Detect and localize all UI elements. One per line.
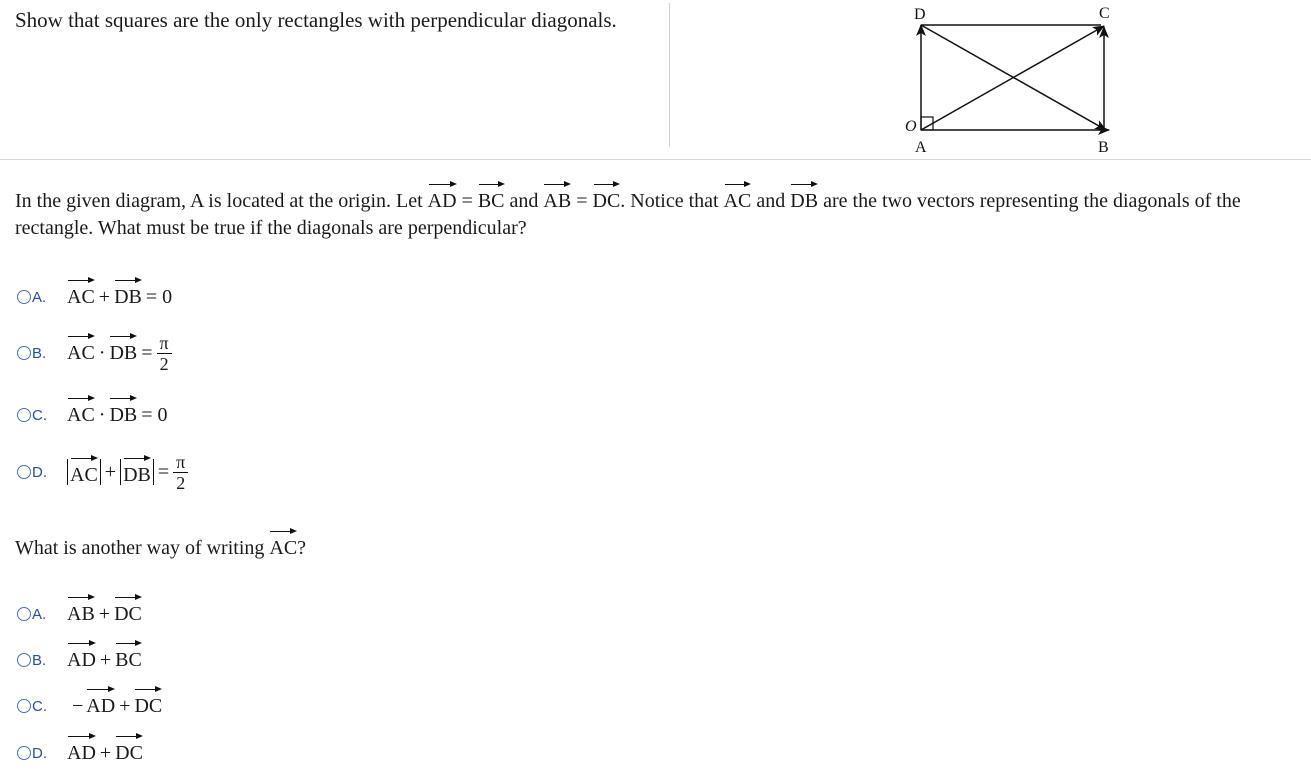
radio-button[interactable] [17, 408, 31, 422]
option-letter: C. [32, 406, 47, 424]
option-letter: A. [32, 605, 47, 623]
fraction: $\frac{\pi}{2}$ [157, 333, 172, 374]
label-b: B [1098, 139, 1109, 156]
rectangle-diagram [895, 0, 1125, 158]
radio-button[interactable] [17, 465, 31, 479]
vector-ab: AB [543, 190, 572, 212]
option-letter: D. [32, 463, 47, 481]
vector-bc: BC [477, 190, 505, 212]
label-c: C [1099, 5, 1110, 22]
radio-button[interactable] [17, 699, 31, 713]
option-expression: AC + DB = 0 [67, 285, 173, 308]
section-divider [0, 159, 1311, 160]
vector-ac: AC [269, 537, 298, 559]
vector-ac: AC [723, 190, 752, 212]
label-a: A [915, 139, 927, 156]
q2-option-b[interactable] [17, 645, 142, 675]
q1-option-d[interactable] [17, 451, 188, 493]
option-letter: B. [32, 651, 47, 669]
option-expression: AC · DB = $\frac{\pi}{2}$ [67, 333, 172, 374]
vector-ad: AD [427, 190, 457, 212]
q1-option-c[interactable] [17, 400, 172, 430]
problem-statement: Show that squares are the only rectangles with perpendicular diagonals. [15, 8, 617, 32]
question-1-text: In the given diagram, A is located at the origin. Let AD = BC and AB = DC. Notice that AC and DB are the two vectors representing the diagonals of the rectangle. What must be true if the diagonals are perpendicular? [15, 190, 1241, 239]
radio-button[interactable] [17, 346, 31, 360]
vector-db: DB [790, 190, 819, 212]
q2-option-c[interactable] [17, 691, 162, 721]
option-expression: AC · DB = 0 [67, 403, 168, 426]
option-expression: − AD + DC [72, 694, 163, 717]
q1-option-b[interactable] [17, 332, 172, 374]
q2-option-a[interactable] [17, 599, 142, 629]
option-expression: AC + DB = $\frac{\pi}{2}$ [67, 452, 188, 493]
radio-button[interactable] [17, 607, 31, 621]
label-d: D [914, 6, 926, 23]
option-expression: AB + DC [67, 602, 142, 625]
option-letter: D. [32, 744, 47, 762]
q1-option-a[interactable] [17, 282, 176, 312]
radio-button[interactable] [17, 653, 31, 667]
option-letter: B. [32, 344, 47, 362]
radio-button[interactable] [17, 290, 31, 304]
fraction: $\frac{\pi}{2}$ [173, 452, 188, 493]
q2-option-d[interactable] [17, 738, 143, 768]
option-letter: A. [32, 288, 47, 306]
option-expression: AD + BC [67, 648, 142, 671]
magnitude: AC [67, 459, 101, 485]
option-letter: C. [32, 697, 47, 715]
radio-button[interactable] [17, 746, 31, 760]
option-expression: AD + DC [67, 741, 143, 764]
vector-dc: DC [592, 190, 621, 212]
question-2-text: What is another way of writing AC? [15, 537, 307, 559]
magnitude: DB [120, 459, 154, 485]
label-origin: O [905, 118, 917, 135]
vertical-divider [669, 3, 670, 147]
diagonal-ac [921, 26, 1104, 130]
